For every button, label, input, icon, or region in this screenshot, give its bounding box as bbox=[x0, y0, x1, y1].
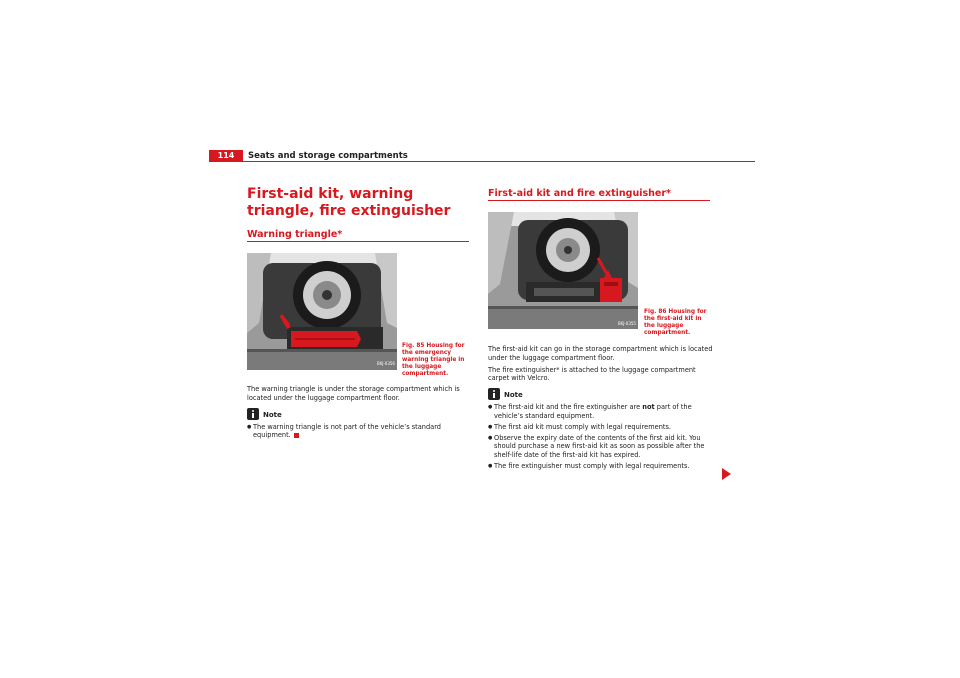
page-number: 114 bbox=[209, 150, 243, 162]
note-heading bbox=[247, 408, 469, 420]
figure-caption: Fig. 86 Housing for the first-aid kit in the luggage compartment. bbox=[644, 309, 707, 336]
paragraph: The fire extinguisher* is attached to the luggage compartment carpet with Velcro. bbox=[488, 365, 696, 383]
paragraph: The first-aid kit can go in the storage compartment which is located under the luggage compartment floor. bbox=[488, 345, 713, 362]
note-item: ● The warning triangle is not part of the vehicle’s standard equipment. bbox=[247, 423, 469, 441]
note-heading bbox=[488, 388, 714, 400]
continue-arrow-icon bbox=[722, 468, 731, 480]
figure-code: B6J-0355 bbox=[618, 321, 636, 326]
section-title-warning-triangle: Warning triangle* bbox=[247, 229, 343, 240]
figure-first-aid-kit bbox=[488, 212, 638, 329]
paragraph: The warning triangle is under the storage compartment which is located under the luggage compartment floor. bbox=[247, 385, 460, 402]
section-title-first-aid: First-aid kit and fire extinguisher* bbox=[488, 188, 671, 199]
note-item: ● The fire extinguisher must comply with legal requirements. bbox=[488, 462, 714, 471]
figure-code: B6J-0356 bbox=[377, 361, 395, 366]
section-rule bbox=[488, 200, 710, 201]
info-icon bbox=[247, 408, 259, 420]
figure-caption: Fig. 85 Housing for the emergency warning triangle in the luggage compartment. bbox=[402, 343, 465, 377]
end-of-section-icon bbox=[294, 433, 299, 438]
info-icon bbox=[488, 388, 500, 400]
header-rule bbox=[209, 161, 755, 162]
note-label: Note bbox=[504, 391, 523, 400]
figure-warning-triangle bbox=[247, 253, 397, 370]
page-title: First-aid kit, warning triangle, fire extinguisher bbox=[247, 186, 451, 219]
note-item: ● The first aid kit must comply with legal requirements. bbox=[488, 423, 714, 432]
note-item: ● Observe the expiry date of the contents of the first aid kit. You should purchase a new first-aid kit as soon as possible after the shelf-life date of the first-aid kit has expired. bbox=[488, 434, 714, 460]
section-rule bbox=[247, 241, 469, 242]
running-title: Seats and storage compartments bbox=[248, 151, 408, 161]
note-label: Note bbox=[263, 410, 282, 419]
left-body bbox=[247, 385, 469, 442]
note-item: ● The first-aid kit and the fire extinguisher are not part of the vehicle’s standard equipment. bbox=[488, 403, 714, 421]
right-body bbox=[488, 345, 714, 473]
